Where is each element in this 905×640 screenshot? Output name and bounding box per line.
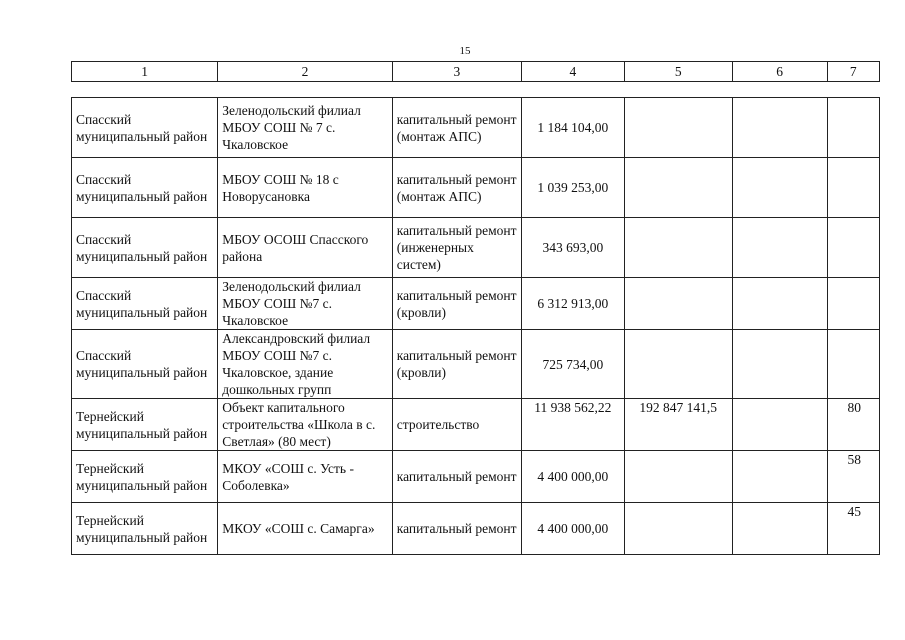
table-row — [72, 218, 880, 278]
col6-cell — [732, 330, 827, 399]
object-cell: МБОУ СОШ № 18 с Новорусановка — [218, 158, 393, 218]
table-row — [72, 451, 880, 503]
amount-cell: 1 039 253,00 — [521, 158, 624, 218]
work-type-cell: капитальный ремонт (монтаж АПС) — [392, 98, 521, 158]
col7-cell — [827, 218, 880, 278]
col5-cell — [624, 503, 732, 555]
object-cell: МКОУ «СОШ с. Самарга» — [218, 503, 393, 555]
col5-cell: 192 847 141,5 — [624, 399, 732, 451]
col6-cell — [732, 451, 827, 503]
district-cell: Тернейский муниципальный район — [72, 399, 218, 451]
header-cell: 4 — [521, 62, 624, 82]
col7-cell — [827, 98, 880, 158]
work-type-cell: строительство — [392, 399, 521, 451]
col6-cell — [732, 503, 827, 555]
header-row — [72, 62, 880, 82]
work-type-cell: капитальный ремонт — [392, 451, 521, 503]
col7-cell: 80 — [827, 399, 880, 451]
page-number: 15 — [459, 45, 471, 57]
object-cell: Объект капитального строительства «Школа в с. Светлая» (80 мест) — [218, 399, 393, 451]
col5-cell — [624, 98, 732, 158]
work-type-cell: капитальный ремонт — [392, 503, 521, 555]
district-cell: Спасский муниципальный район — [72, 278, 218, 330]
column-number-header — [71, 61, 880, 82]
work-type-cell: капитальный ремонт (кровли) — [392, 330, 521, 399]
header-cell: 1 — [72, 62, 218, 82]
district-cell: Спасский муниципальный район — [72, 218, 218, 278]
amount-cell: 1 184 104,00 — [521, 98, 624, 158]
col5-cell — [624, 451, 732, 503]
col7-cell: 45 — [827, 503, 880, 555]
table-row — [72, 158, 880, 218]
header-cell: 5 — [624, 62, 732, 82]
col6-cell — [732, 218, 827, 278]
district-cell: Спасский муниципальный район — [72, 330, 218, 399]
col7-cell — [827, 158, 880, 218]
district-cell: Спасский муниципальный район — [72, 98, 218, 158]
table-row — [72, 330, 880, 399]
amount-cell: 4 400 000,00 — [521, 451, 624, 503]
district-cell: Тернейский муниципальный район — [72, 451, 218, 503]
district-cell: Тернейский муниципальный район — [72, 503, 218, 555]
object-cell: МКОУ «СОШ с. Усть - Соболевка» — [218, 451, 393, 503]
amount-cell: 725 734,00 — [521, 330, 624, 399]
amount-cell: 343 693,00 — [521, 218, 624, 278]
col5-cell — [624, 218, 732, 278]
col5-cell — [624, 158, 732, 218]
object-cell: МБОУ ОСОШ Спасского района — [218, 218, 393, 278]
table-row — [72, 278, 880, 330]
col7-cell — [827, 278, 880, 330]
header-cell: 3 — [392, 62, 521, 82]
header-cell: 7 — [827, 62, 880, 82]
col7-cell: 58 — [827, 451, 880, 503]
table-row — [72, 503, 880, 555]
col5-cell — [624, 278, 732, 330]
col7-cell — [827, 330, 880, 399]
work-type-cell: капитальный ремонт (инженерных систем) — [392, 218, 521, 278]
amount-cell: 6 312 913,00 — [521, 278, 624, 330]
col6-cell — [732, 158, 827, 218]
district-cell: Спасский муниципальный район — [72, 158, 218, 218]
object-cell: Александровский филиал МБОУ СОШ №7 с. Чкаловское, здание дошкольных групп — [218, 330, 393, 399]
table-row — [72, 399, 880, 451]
amount-cell: 4 400 000,00 — [521, 503, 624, 555]
amount-cell: 11 938 562,22 — [521, 399, 624, 451]
objects-table — [71, 97, 880, 555]
work-type-cell: капитальный ремонт (монтаж АПС) — [392, 158, 521, 218]
col5-cell — [624, 330, 732, 399]
col6-cell — [732, 98, 827, 158]
col6-cell — [732, 399, 827, 451]
header-cell: 2 — [218, 62, 393, 82]
header-cell: 6 — [732, 62, 827, 82]
table-row — [72, 98, 880, 158]
work-type-cell: капитальный ремонт (кровли) — [392, 278, 521, 330]
object-cell: Зеленодольский филиал МБОУ СОШ № 7 с. Чкаловское — [218, 98, 393, 158]
object-cell: Зеленодольский филиал МБОУ СОШ №7 с. Чкаловское — [218, 278, 393, 330]
col6-cell — [732, 278, 827, 330]
